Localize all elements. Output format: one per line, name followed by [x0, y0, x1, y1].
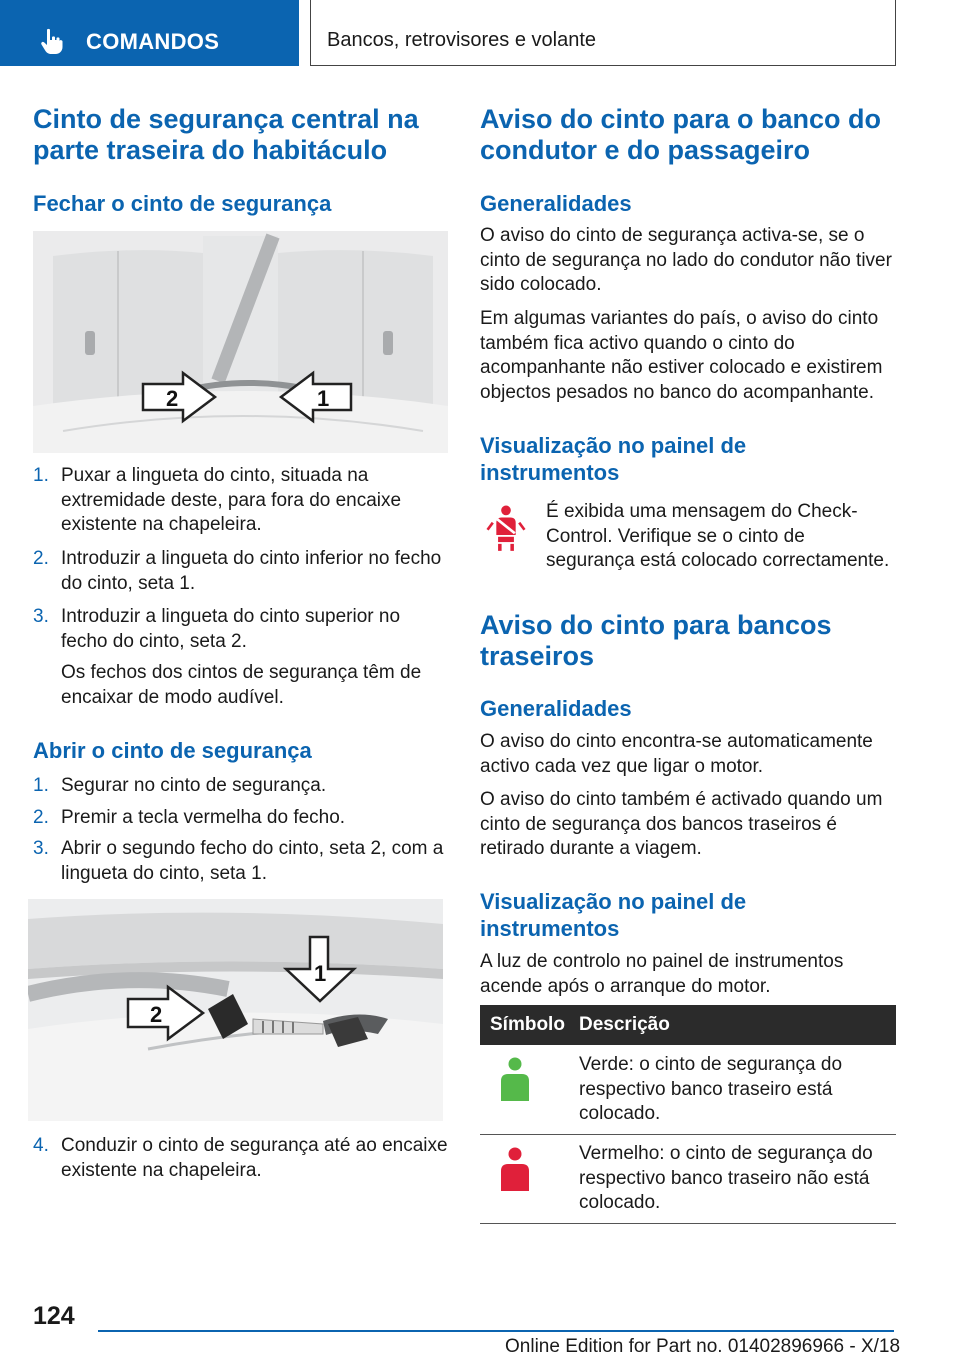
col-description: Descrição [579, 1014, 670, 1035]
belt-buckle-illustration [28, 899, 443, 1121]
footer-divider [98, 1330, 894, 1332]
center-belt-title: Cinto de segurança central na parte traseira do habitáculo [33, 104, 419, 165]
photo-open-belt [28, 899, 443, 1121]
section-label: COMANDOS [86, 29, 220, 54]
open-step-4: 4. Conduzir o cinto de segurança até ao encaixe existente na chapeleira. [33, 1135, 448, 1181]
seatbelt-warning-icon [484, 503, 528, 553]
rear-display-text: A luz de controlo no painel de instrumentos acende após o arranque do motor. [480, 951, 844, 997]
rear-display-heading: Visualização no painel de instrumentos [480, 889, 747, 941]
section-tab[interactable] [0, 0, 299, 66]
fasten-step-1: 1. Puxar a lingueta do cinto, situada na extremidade deste, para fora do encaixe existente na chapeleira. [33, 465, 402, 535]
rear-general-heading: Generalidades [480, 696, 632, 721]
fasten-step-3: 3. Introduzir a lingueta do cinto superior no fecho do cinto, seta 2. [33, 606, 401, 652]
red-occupant-icon [498, 1147, 532, 1195]
col-symbol: Símbolo [490, 1014, 565, 1035]
green-occupant-icon [498, 1057, 532, 1105]
page-number: 124 [33, 1302, 75, 1330]
open-step-3: 3. Abrir o segundo fecho do cinto, seta 2, com a lingueta do cinto, seta 1. [33, 838, 444, 884]
display-heading: Visualização no painel de instrumentos [480, 433, 747, 485]
hand-pointer-icon [38, 27, 66, 55]
general-paragraph-1: O aviso do cinto de segurança activa-se, se o cinto de segurança no lado do condutor não tiver sido colocado. [480, 225, 892, 295]
breadcrumb: Bancos, retrovisores e volante [327, 29, 597, 51]
symbol-table-header [480, 1005, 896, 1045]
photo-fasten-belt [33, 231, 448, 453]
arrow-label-1: 1 [314, 961, 327, 986]
row-description: Verde: o cinto de segurança do respectivo banco traseiro está colocado. [579, 1054, 843, 1124]
arrow-label-2: 2 [166, 386, 179, 411]
open-step-1: 1. Segurar no cinto de segurança. [33, 775, 327, 796]
table-row [480, 1135, 896, 1224]
rear-belt-warning-title: Aviso do cinto para bancos traseiros [480, 610, 832, 671]
front-belt-warning-title: Aviso do cinto para o banco do condutor e do passageiro [480, 104, 882, 165]
general-paragraph-2: Em algumas variantes do país, o aviso do cinto também fica activo quando o cinto do acompanhante não estiver colocado e existirem objectos pesados no banco do acompanhante. [480, 308, 883, 403]
open-step-2: 2. Premir a tecla vermelha do fecho. [33, 807, 346, 828]
rear-paragraph-1: O aviso do cinto encontra-se automaticamente activo cada vez que ligar o motor. [480, 731, 873, 777]
general-heading: Generalidades [480, 191, 632, 216]
breadcrumb-bar [310, 0, 896, 66]
fasten-heading: Fechar o cinto de segurança [33, 191, 332, 216]
arrow-label-2: 2 [150, 1002, 163, 1027]
rear-paragraph-2: O aviso do cinto também é activado quando um cinto de segurança dos bancos traseiros é retirado durante a viagem. [480, 789, 883, 859]
arrow-label-1: 1 [317, 386, 330, 411]
rear-seat-illustration [33, 231, 448, 453]
table-row [480, 1045, 896, 1135]
row-description: Vermelho: o cinto de segurança do respectivo banco traseiro não está colocado. [579, 1143, 873, 1213]
fasten-note: Os fechos dos cintos de segurança têm de encaixar de modo audível. [61, 662, 422, 708]
edition-text: Online Edition for Part no. 01402896966 - X/18 [505, 1336, 901, 1357]
fasten-step-2: 2. Introduzir a lingueta do cinto inferior no fecho do cinto, seta 1. [33, 548, 442, 594]
display-text: É exibida uma mensagem do Check-Control. Verifique se o cinto de segurança está colocado correctamente. [546, 501, 890, 571]
open-heading: Abrir o cinto de segurança [33, 738, 312, 763]
